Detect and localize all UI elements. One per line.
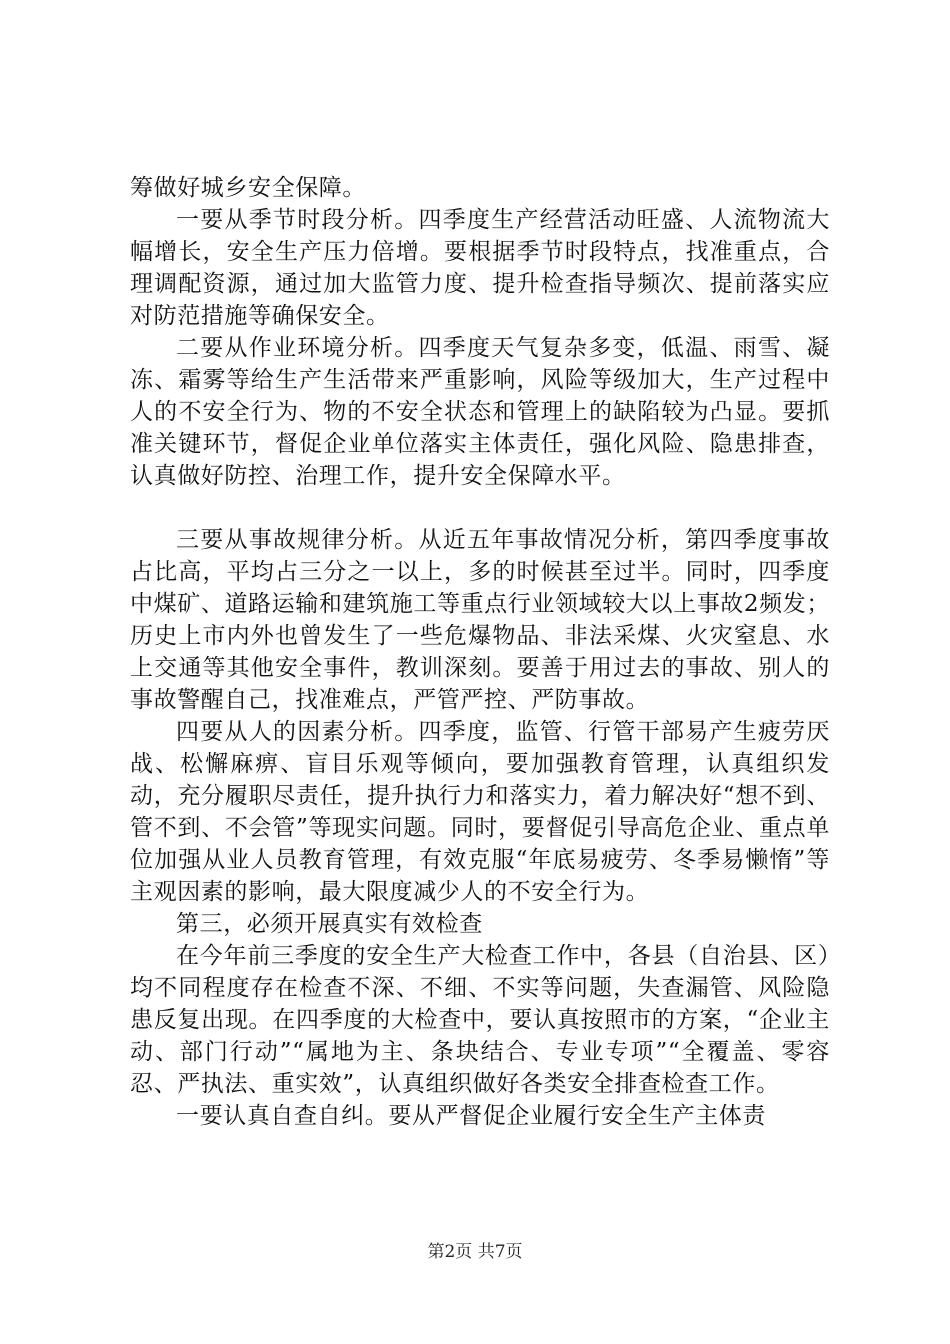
document-body <box>130 172 830 1132</box>
page-number-footer: 第2页 共7页 <box>427 1242 523 1262</box>
paragraph-human-factor-analysis: 四要从人的因素分析。四季度，监管、行管干部易产生疲劳厌战、松懈麻痹、盲目乐观等倾向，要加强教育管理，认真组织发动，充分履职尽责任，提升执行力和落实力，着力解决好“想不到、管不到、不会管”等现实问题。同时，要督促引导高危企业、重点单位加强从业人员教育管理，有效克服“年底易疲劳、冬季易懒惰”等主观因素的影响，最大限度减少人的不安全行为。 <box>130 719 830 905</box>
section-heading-third: 第三，必须开展真实有效检查 <box>176 911 483 937</box>
paragraph-self-inspection: 一要认真自查自纠。要从严督促企业履行安全生产主体责 <box>176 1103 766 1129</box>
paragraph-inspection-review: 在今年前三季度的安全生产大检查工作中，各县（自治县、区）均不同程度存在检查不深、不细、不实等问题，失查漏管、风险隐患反复出现。在四季度的大检查中，要认真按照市的方案，“企业主动、部门行动”“属地为主、条块结合、专业专项”“全覆盖、零容忍、严执法、重实效”，认真组织做好各类安全排查检查工作。 <box>130 943 830 1097</box>
paragraph-environment-analysis: 二要从作业环境分析。四季度天气复杂多变，低温、雨雪、凝冻、霜雾等给生产生活带来严重影响，风险等级加大，生产过程中人的不安全行为、物的不安全状态和管理上的缺陷较为凸显。要抓准关键环节，督促企业单位落实主体责任，强化风险、隐患排查，认真做好防控、治理工作，提升安全保障水平。 <box>130 335 830 489</box>
paragraph-accident-analysis: 三要从事故规律分析。从近五年事故情况分析，第四季度事故占比高，平均占三分之一以上，多的时候甚至过半。同时，四季度中煤矿、道路运输和建筑施工等重点行业领域较大以上事故2频发；历史上市内外也曾发生了一些危爆物品、非法采煤、火灾窒息、水上交通等其他安全事件，教训深刻。要善于用过去的事故、别人的事故警醒自己，找准难点，严管严控、严防事故。 <box>130 527 830 713</box>
paragraph-continuation: 筹做好城乡安全保障。 <box>130 175 366 201</box>
paragraph-season-analysis: 一要从季节时段分析。四季度生产经营活动旺盛、人流物流大幅增长，安全生产压力倍增。要根据季节时段特点，找准重点，合理调配资源，通过加大监管力度、提升检查指导频次、提前落实应对防范措施等确保安全。 <box>130 207 830 329</box>
